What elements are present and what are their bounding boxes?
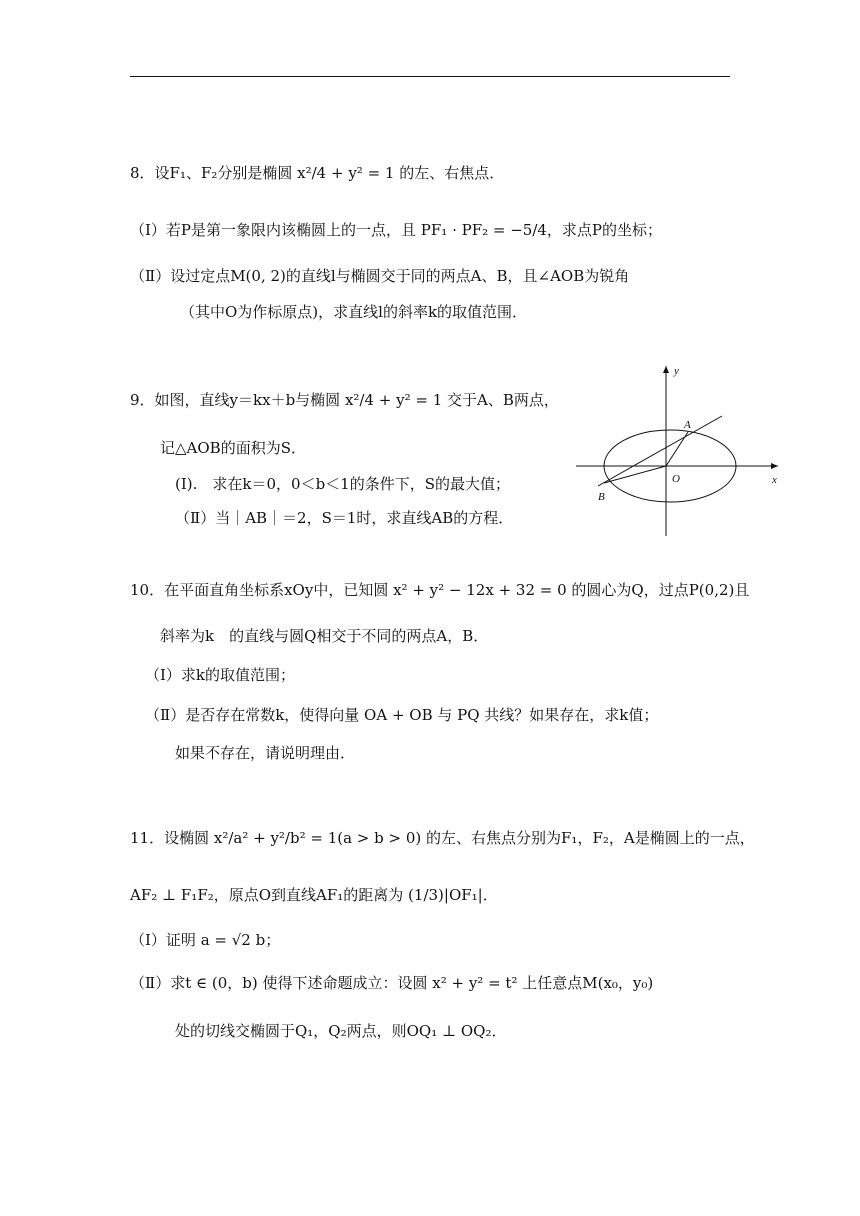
problem-8-part-2: （Ⅱ）设过定点M(0, 2)的直线l与椭圆交于同的两点A、B，且∠AOB为锐角 (130, 267, 630, 285)
label-o: O (672, 473, 680, 485)
label-y: y (674, 365, 679, 377)
x-axis-arrow-icon (771, 463, 778, 469)
label-b: B (598, 491, 605, 503)
problem-9-part-1: (I). 求在k＝0，0＜b＜1的条件下，S的最大值； (175, 475, 510, 493)
problem-9-stem: 9．如图，直线y＝kx＋b与椭圆 x²/4 + y² = 1 交于A、B两点， (130, 391, 559, 409)
problem-11-part-2: （Ⅱ）求t ∈ (0，b) 使得下述命题成立：设圆 x² + y² = t² 上任意点M(x₀，y₀) (130, 974, 654, 992)
problem-8-part-1: （Ⅰ）若P是第一象限内该椭圆上的一点，且 PF₁ · PF₂ = −5/4，求点P的坐标； (130, 221, 663, 239)
problem-11-stem-cont: AF₂ ⊥ F₁F₂，原点O到直线AF₁的距离为 (1/3)|OF₁|． (130, 886, 498, 904)
problem-11-part-1: （Ⅰ）证明 a = √2 b； (130, 931, 281, 949)
problem-10-part-1: （Ⅰ）求k的取值范围； (145, 666, 296, 684)
problem-10-part-2-cont: 如果不存在，请说明理由． (175, 744, 356, 762)
problem-10-stem-cont: 斜率为k 的直线与圆Q相交于不同的两点A，B． (160, 627, 489, 645)
problem-9-part-2: （Ⅱ）当｜AB｜＝2，S＝1时，求直线AB的方程． (175, 509, 514, 527)
problem-8-stem: 8．设F₁、F₂分别是椭圆 x²/4 + y² = 1 的左、右焦点． (130, 164, 505, 182)
segment-oa (666, 432, 688, 466)
problem-9-stem-cont: 记△AOB的面积为S． (160, 439, 306, 457)
problem-8-part-2-cont: （其中O为作标原点)，求直线l的斜率k的取值范围． (180, 303, 528, 321)
y-axis-arrow-icon (663, 366, 669, 373)
problem-11-stem: 11．设椭圆 x²/a² + y²/b² = 1(a > b > 0) 的左、右焦点分别为F₁，F₂，A是椭圆上的一点， (130, 829, 755, 847)
label-x: x (772, 474, 777, 486)
segment-ob (604, 466, 666, 483)
line-ab (598, 416, 722, 486)
problem-11-part-2-cont: 处的切线交椭圆于Q₁，Q₂两点，则OQ₁ ⊥ OQ₂． (175, 1022, 507, 1040)
header-rule (130, 76, 730, 77)
problem-10-stem: 10．在平面直角坐标系xOy中，已知圆 x² + y² − 12x + 32 = 0 的圆心为Q，过点P(0,2)且 (130, 581, 750, 599)
ellipse-figure (572, 362, 782, 540)
problem-10-part-2: （Ⅱ）是否存在常数k，使得向量 OA + OB 与 PQ 共线？如果存在，求k值； (145, 706, 659, 724)
label-a: A (684, 419, 691, 431)
